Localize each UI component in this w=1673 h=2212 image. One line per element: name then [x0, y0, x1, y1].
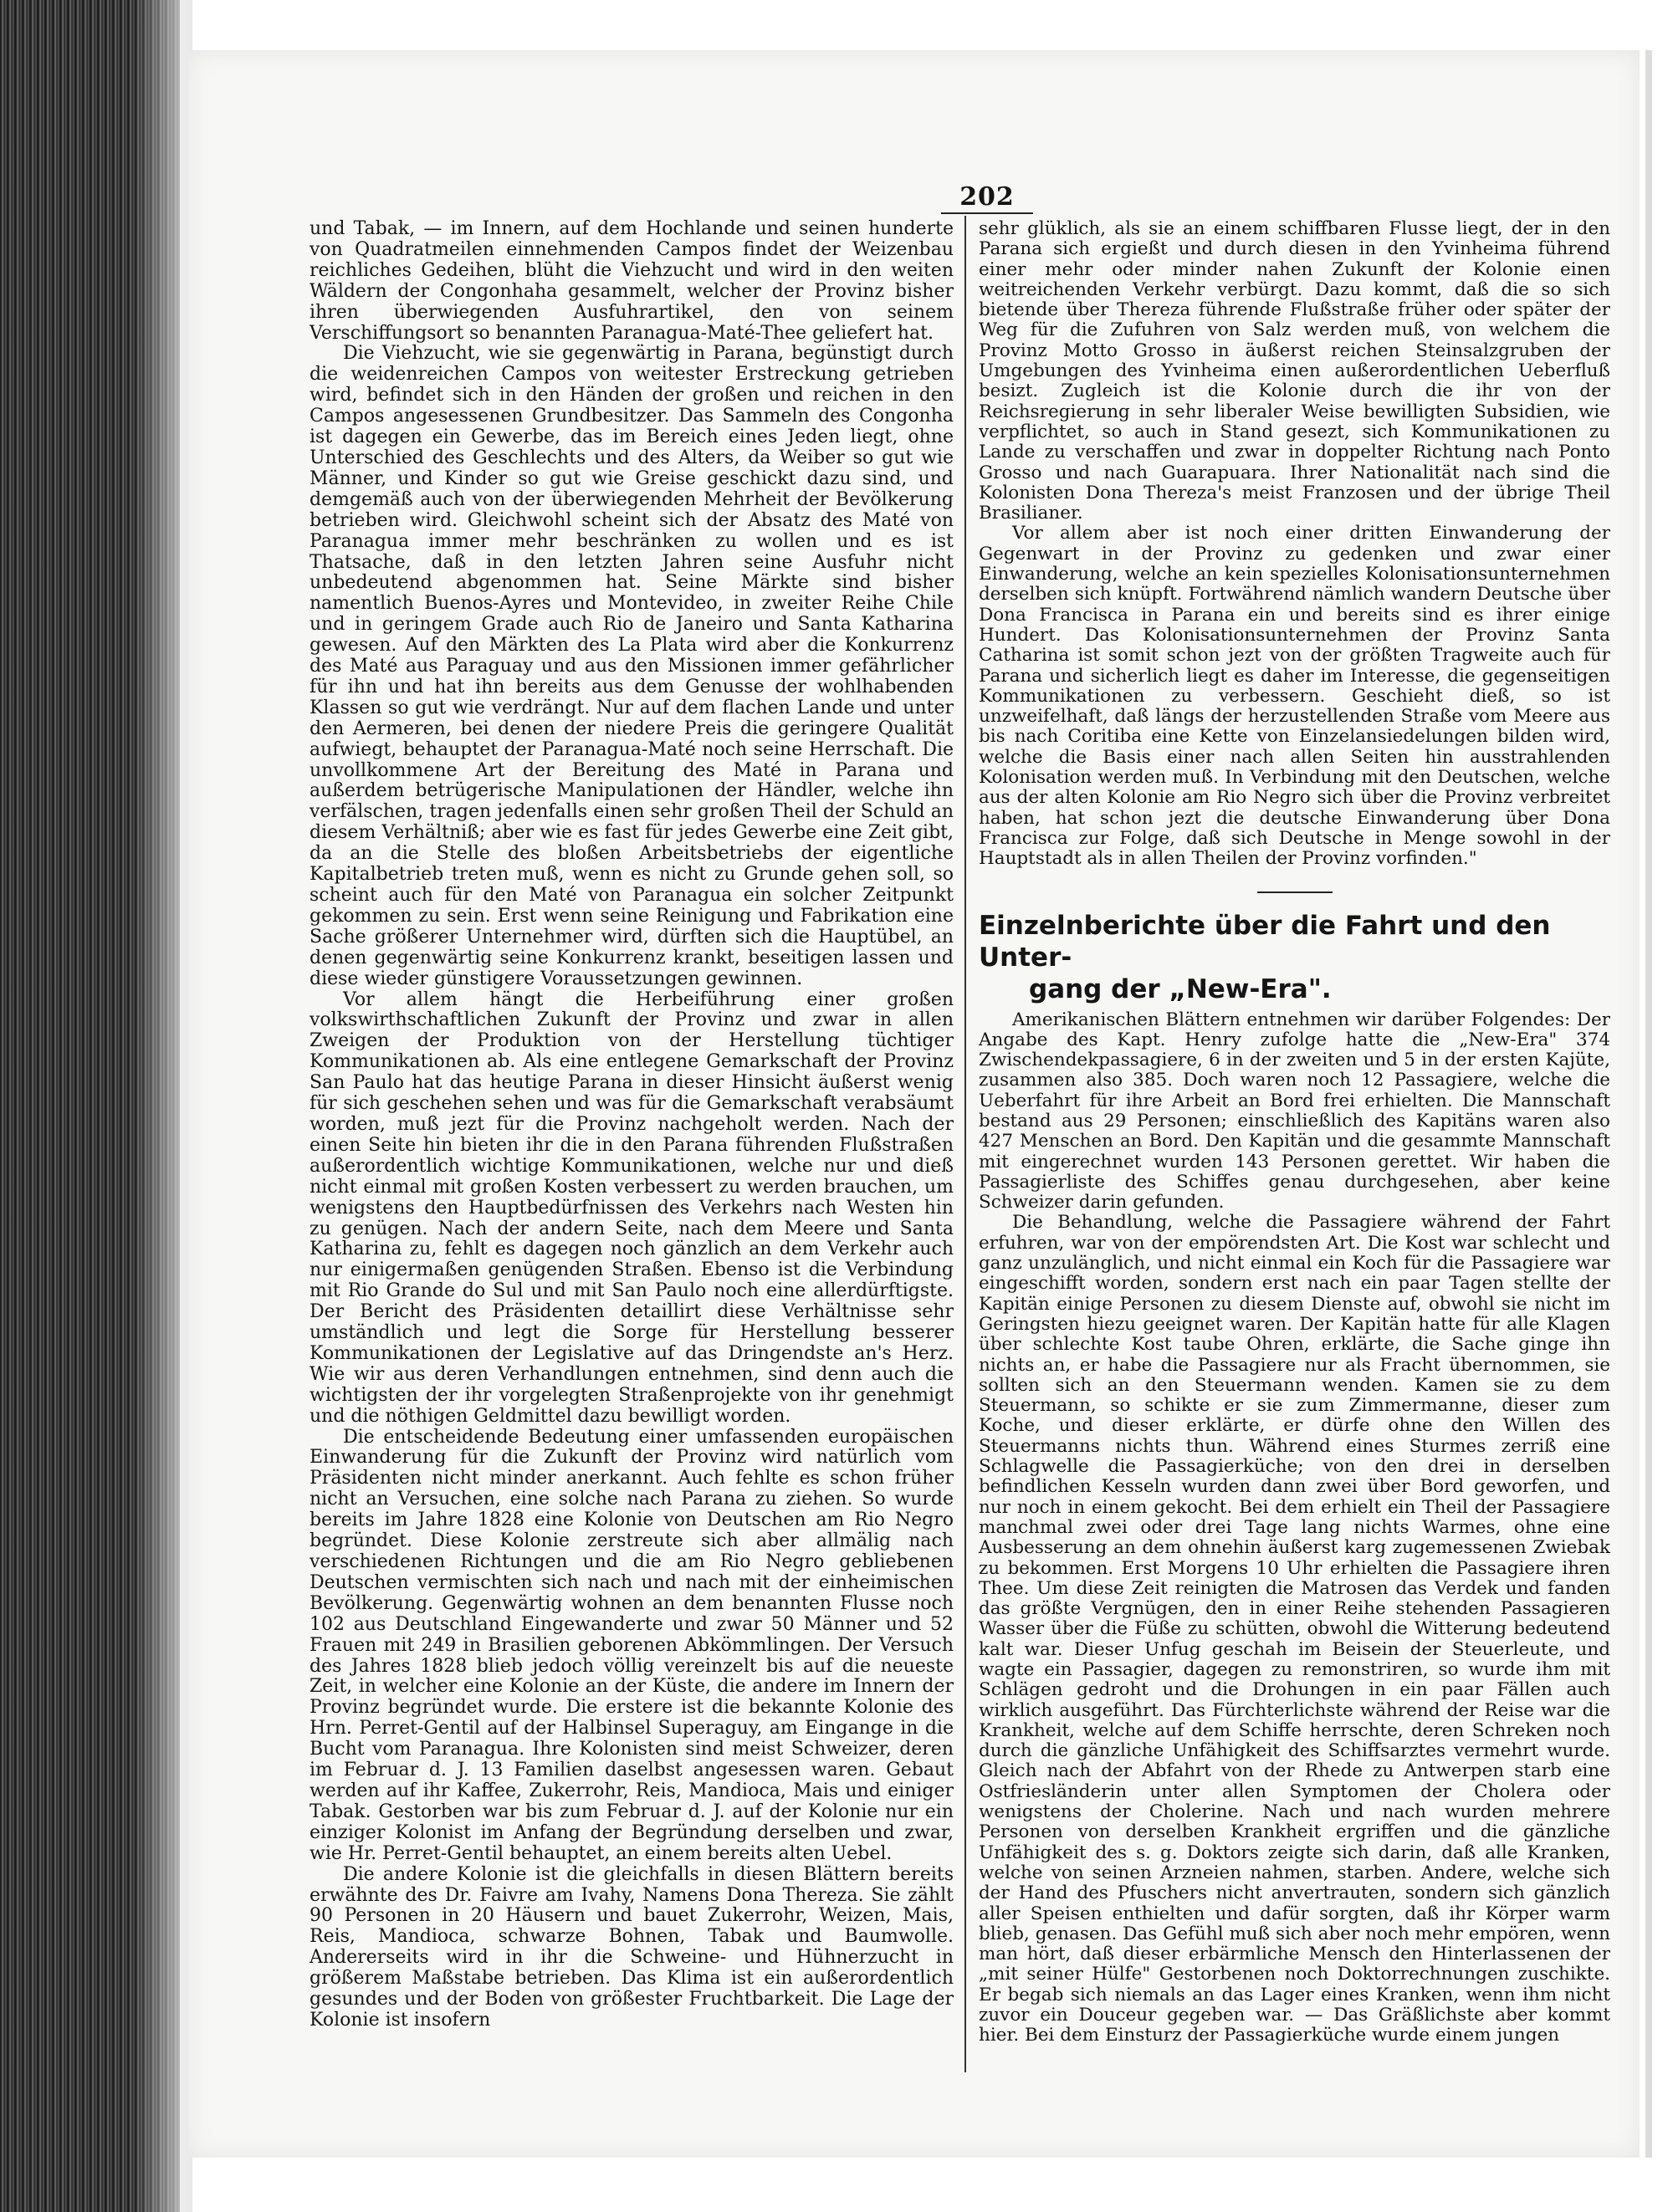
- headline-line-1: Einzelnberichte über die Fahrt und den Unter-: [979, 910, 1551, 973]
- right-paragraph-2: Vor allem aber ist noch einer dritten Einwanderung der Gegenwart in der Provinz zu gedenken und zwar einer Einwanderung, welche an kein spezielles Kolonisationsunternehmen derselben sich knüpft. Fortwährend nämlich wandern Deutsche über Dona Francisca in Parana ein und bereits sind es ihrer einige Hundert. Das Kolonisationsunternehmen der Provinz Santa Catharina ist somit schon jezt von der größten Tragweite auch für Parana und sicherlich liegt es daher im Interesse, die gegenseitigen Kommunikationen zu verbessern. Geschieht dieß, so ist unzweifelhaft, daß längs der herzustellenden Straße vom Meere aus bis nach Coritiba eine Kette von Einzelansiedelungen bilden wird, welche die Basis einer nach allen Seiten hin ausstrahlenden Kolonisation werden muß. In Verbindung mit den Deutschen, welche aus der alten Kolonie am Rio Negro sich über die Provinz verbreitet haben, hat schon jezt die deutsche Einwanderung über Dona Francisca zur Folge, daß sich Deutsche in Menge sowohl in der Hauptstadt als in allen Theilen der Provinz vorfinden.": [979, 523, 1610, 870]
- left-paragraph-5: Die andere Kolonie ist die gleichfalls in diesen Blättern bereits erwähnte des Dr. Faivre am Ivahy, Namens Dona Thereza. Sie zählt 90 Personen in 20 Häusern und bauet Zukerrohr, Weizen, Mais, Reis, Mandioca, schwarze Bohnen, Tabak und Baumwolle. Andererseits wird in ihr die Schweine- und Hühnerzucht in größerem Maßstabe betrieben. Das Klima ist ein außerordentlich gesundes und der Boden von größester Fruchtbarkeit. Die Lage der Kolonie ist insofern: [310, 1863, 954, 2031]
- page-number-rule: [941, 212, 1033, 214]
- article-paragraph-1: Amerikanischen Blättern entnehmen wir darüber Folgendes: Der Angabe des Kapt. Henry zufolge hatte die „New-Era" 374 Zwischendekpassagiere, 6 in der zweiten und 5 in der ersten Kajüte, zusammen also 385. Doch waren noch 12 Passagiere, welche die Ueberfahrt für ihre Arbeit an Bord frei erhielten. Die Mannschaft bestand aus 29 Personen; einschließlich des Kapitäns waren also 427 Menschen an Bord. Den Kapitän und die gesammte Mannschaft mit eingerechnet wurden 143 Personen gerettet. Wir haben die Passagierliste des Schiffes genau durchgesehen, aber keine Schweizer darin gefunden.: [979, 1009, 1610, 1213]
- binding-shadow: [134, 0, 192, 2212]
- article-separator: [1257, 891, 1333, 893]
- page-edge: [1645, 50, 1652, 2158]
- right-column: [979, 219, 1610, 2046]
- left-paragraph-1: und Tabak, — im Innern, auf dem Hochlande und seinen hunderte von Quadratmeilen einnehmenden Campos findet der Weizenbau reichliches Gedeihen, blüht die Viehzucht und wird in den weiten Wäldern der Congonhaha gesammelt, welcher der Provinz bisher ihren überwiegenden Ausfuhrartikel, den von seinem Verschiffungsort so benannten Paranagua-Maté-Thee geliefert hat.: [310, 218, 954, 344]
- article-paragraph-2: Die Behandlung, welche die Passagiere während der Fahrt erfuhren, war von der empörendsten Art. Die Kost war schlecht und ganz unzulänglich, und nicht einmal ein Koch für die Passagiere war eingeschifft worden, sondern erst nach ein paar Tagen stellte der Kapitän einige Personen zu diesem Dienste auf, obwohl sie nicht im Geringsten hiezu geeignet waren. Der Kapitän hatte für alle Klagen über schlechte Kost taube Ohren, erklärte, die Sache ginge ihn nichts an, er habe die Passagiere nur als Fracht übernommen, sie sollten sich an den Steuermann wenden. Kamen sie zu dem Steuermann, so schikte er sie zum Zimmermanne, dieser zum Koche, und dieser erklärte, er dürfe ohne den Willen des Steuermanns nichts thun. Während eines Sturmes zerriß eine Schlagwelle die Passagierküche; von den drei in derselben befindlichen Kesseln wurden dann zwei über Bord geworfen, und nur noch in einem gekocht. Bei dem erhielt ein Theil der Passagiere manchmal zwei oder drei Tage lang nichts Warmes, ohne eine Ausbesserung an dem ohnehin äußerst karg zugemessenen Zwiebak zu bekommen. Erst Morgens 10 Uhr erhielten die Passagiere ihren Thee. Um diese Zeit reinigten die Matrosen das Verdek und fanden das größte Vergnügen, den in einer Reihe stehenden Passagieren Wasser über die Füße zu schütten, obwohl die Witterung bedeutend kalt war. Dieser Unfug geschah im Beisein der Steuerleute, und wagte ein Passagier, dagegen zu remonstriren, so wurde ihm mit Schlägen gedroht und die Drohungen in ein paar Fällen auch wirklich ausgeführt. Das Fürchterlichste während der Reise war die Krankheit, welche auf dem Schiffe herrschte, deren Schreken noch durch die gänzliche Unfähigkeit des Schiffsarztes vermehrt wurde. Gleich nach der Abfahrt von der Rhede zu Antwerpen starb eine Ostfriesländerin unter allen Symptomen der Cholera oder wenigstens der Cholerine. Nach und nach wurden mehrere Personen von derselben Krankheit ergriffen und die gänzliche Unfähigkeit des s. g. Doktors zeigte sich darin, daß alle Kranken, welche von seinen Arzneien nahmen, starben. Andere, welche sich der Hand des Pfuschers nicht anvertrauten, sondern sich gänzlich aller Speisen enthielten und dafür sorgten, daß ihr Körper warm blieb, genasen. Das Gefühl muß sich aber noch mehr empören, wenn man hört, daß dieser erbärmliche Mensch den Hinterlassenen der „mit seiner Hülfe" Gestorbenen noch Doktorrechnungen zuschikte. Er begab sich niemals an das Lager eines Kranken, wenn ihm nicht zuvor ein Douceur gegeben war. — Das Gräßlichste aber kommt hier. Bei dem Einsturz der Passagierküche wurde einem jungen: [979, 1212, 1610, 2046]
- left-paragraph-2: Die Viehzucht, wie sie gegenwärtig in Parana, begünstigt durch die weidenreichen Campos von weitester Erstreckung getrieben wird, befindet sich in den Händen der großen und reichen in den Campos angesessenen Grundbesitzer. Das Sammeln des Congonha ist dagegen ein Gewerbe, das im Bereich eines Jeden liegt, ohne Unterschied des Geschlechts und des Alters, da Weiber so gut wie Männer, und Kinder so gut wie Greise geschickt dazu sind, und demgemäß auch von der überwiegenden Mehrheit der Bevölkerung betrieben wird. Gleichwohl scheint sich der Absatz des Maté von Paranagua immer mehr beschränken zu wollen und es ist Thatsache, daß in den letzten Jahren seine Ausfuhr nicht unbedeutend abgenommen hat. Seine Märkte sind bisher namentlich Buenos-Ayres und Montevideo, in zweiter Reihe Chile und in geringem Grade auch Rio de Janeiro und Santa Katharina gewesen. Auf den Märkten des La Plata wird aber die Konkurrenz des Maté aus Paraguay und aus den Missionen immer gefährlicher für ihn und hat ihn bereits aus dem Genusse der wohlhabenden Klassen so gut wie verdrängt. Nur auf dem flachen Lande und unter den Aermeren, bei denen der niedere Preis die geringere Qualität aufwiegt, behauptet der Paranagua-Maté noch seine Herrschaft. Die unvollkommene Art der Bereitung des Maté in Parana und außerdem betrügerische Manipulationen der Händler, welche ihn verfälschen, tragen jedenfalls einen sehr großen Theil der Schuld an diesem Verhältniß; aber wie es fast für jedes Gewerbe eine Zeit gibt, da an die Stelle des bloßen Arbeitsbetriebs der eigentliche Kapitalbetrieb treten muß, wenn es nicht zu Grunde gehen soll, so scheint auch für den Maté von Paranagua ein solcher Zeitpunkt gekommen zu sein. Erst wenn seine Reinigung und Fabrikation eine Sache größerer Unternehmer wird, dürften sich die Hauptübel, an denen gegenwärtig seine Konkurrenz krankt, beseitigen lassen und diese wieder günstigere Voraussetzungen gewinnen.: [310, 343, 954, 989]
- right-paragraph-1: sehr glüklich, als sie an einem schiffbaren Flusse liegt, der in den Parana sich ergießt und durch diesen in den Yvinheima führend einer mehr oder minder nahen Zukunft der Kolonie einen weitreichenden Verkehr verbürgt. Dazu kommt, daß die so sich bietende über Thereza führende Flußstraße früher oder später der Weg für die Zufuhren von Salz werden muß, von welchem die Provinz Motto Grosso in äußerst reichen Steinsalzgruben der Umgebungen des Yvinheima einen außerordentlichen Ueberfluß besizt. Zugleich ist die Kolonie durch die ihr von der Reichsregierung in sehr liberaler Weise bewilligten Subsidien, wie verpflichtet, so auch in Stand gesezt, sich Kommunikationen zu Lande zu verschaffen und zwar in doppelter Richtung nach Ponto Grosso und nach Guarapuara. Ihrer Nationalität nach sind die Kolonisten Dona Thereza's meist Franzosen und der übrige Theil Brasilianer.: [979, 218, 1610, 524]
- left-paragraph-3: Vor allem hängt die Herbeiführung einer großen volkswirthschaftlichen Zukunft der Provinz und zwar in allen Zweigen der Produktion von der Herstellung tüchtiger Kommunikationen ab. Als eine entlegene Gemarkschaft der Provinz San Paulo hat das heutige Parana in dieser Hinsicht äußerst wenig für sich geschehen sehen und was für die Gemarkschaft verabsäumt worden, muß jezt für die Provinz nachgeholt werden. Nach der einen Seite hin bieten ihr die in den Parana führenden Flußstraßen außerordentlich wichtige Kommunikationen, welche nur und dieß nicht einmal mit großen Kosten verbessert zu werden brauchen, um wenigstens den Hauptbedürfnissen des Verkehrs nach Westen hin zu genügen. Nach der andern Seite, nach dem Meere und Santa Katharina zu, fehlt es dagegen noch gänzlich an dem Verkehr auch nur einigermaßen genügenden Straßen. Ebenso ist die Verbindung mit Rio Grande do Sul und mit San Paulo noch eine allerdürftigste. Der Bericht des Präsidenten detaillirt diese Verhältnisse sehr umständlich und legt die Sorge für Herstellung besserer Kommunikationen der Legislative auf das Dringendste an's Herz. Wie wir aus deren Verhandlungen entnehmen, sind denn auch die wichtigsten der ihr vorgelegten Straßenprojekte von ihr genehmigt und die nöthigen Geldmittel dazu bewilligt worden.: [310, 989, 954, 1427]
- headline-line-2: gang der „New-Era".: [1029, 973, 1332, 1004]
- article-headline: [979, 910, 1610, 1005]
- left-column: [310, 219, 954, 2031]
- page-number: 202: [959, 182, 1015, 212]
- column-divider: [964, 216, 966, 2072]
- left-paragraph-4: Die entscheidende Bedeutung einer umfassenden europäischen Einwanderung für die Zukunft der Provinz wird natürlich vom Präsidenten nicht minder anerkannt. Auch fehlte es schon früher nicht an Versuchen, eine solche nach Parana zu ziehen. So wurde bereits im Jahre 1828 eine Kolonie von Deutschen am Rio Negro begründet. Diese Kolonie zerstreute sich aber allmälig nach verschiedenen Richtungen und die am Rio Negro gebliebenen Deutschen vermischten sich nach und nach mit der einheimischen Bevölkerung. Gegenwärtig wohnen an dem benannten Flusse noch 102 aus Deutschland Eingewanderte und zwar 50 Männer und 52 Frauen mit 249 in Brasilien geborenen Abkömmlingen. Der Versuch des Jahres 1828 blieb jedoch völlig vereinzelt bis auf die neueste Zeit, in welcher eine Kolonie an der Küste, die andere im Innern der Provinz begründet wurde. Die erstere ist die bekannte Kolonie des Hrn. Perret-Gentil auf der Halbinsel Superaguy, am Eingange in die Bucht vom Paranagua. Ihre Kolonisten sind meist Schweizer, deren im Februar d. J. 13 Familien daselbst angesessen waren. Gebaut werden auf ihr Kaffee, Zukerrohr, Reis, Mandioca, Mais und einiger Tabak. Gestorben war bis zum Februar d. J. auf der Kolonie nur ein einziger Kolonist im Anfang der Begründung derselben und zwar, wie Hr. Perret-Gentil behauptet, an einem bereits alten Uebel.: [310, 1426, 954, 1864]
